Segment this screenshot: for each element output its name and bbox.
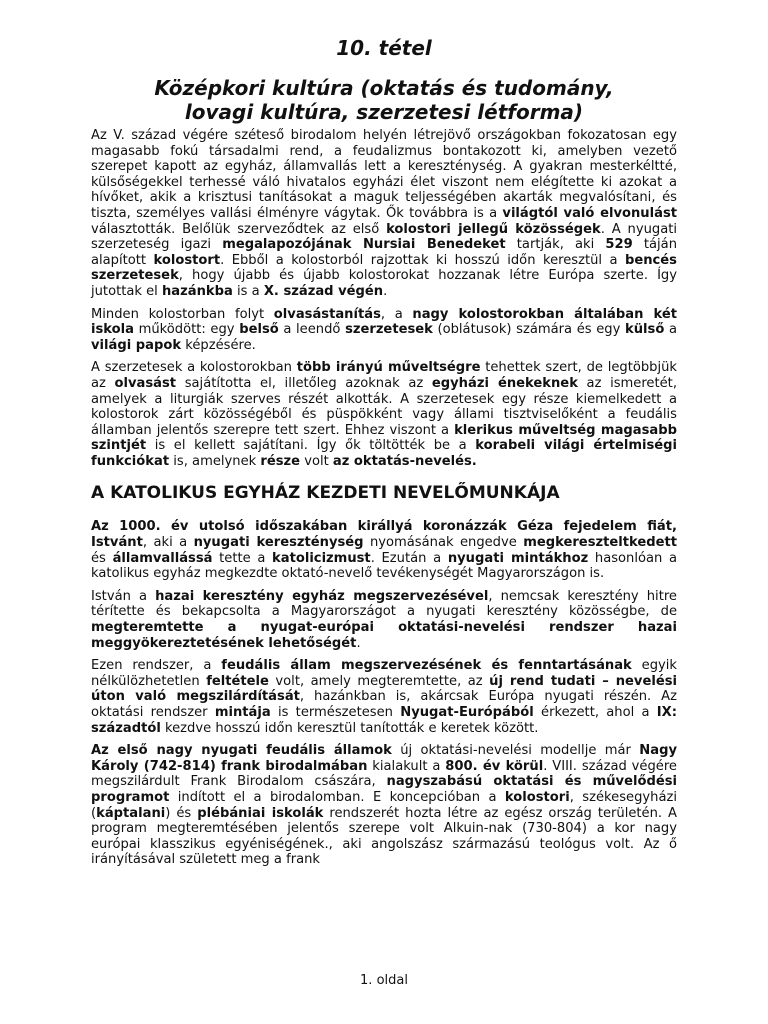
text-run: a bbox=[664, 322, 677, 338]
bold-text: olvasástanítás bbox=[273, 306, 381, 322]
bold-text: X. század végén bbox=[263, 283, 384, 299]
bold-text: 529 bbox=[605, 237, 633, 253]
bold-text: katolicizmust bbox=[272, 550, 371, 566]
text-run: Ezen rendszer, a bbox=[91, 658, 222, 674]
bold-text: feltétele bbox=[206, 673, 269, 689]
bold-text: Az 1000. év utolsó időszakában királlyá koronázzák Géza fejedelem fiát, Istvánt bbox=[91, 519, 677, 551]
text-run: is el kellett sajátítani. Így ők töltötték be a bbox=[146, 438, 476, 454]
text-run: hasonlóan a katolikus egyház megkezdte oktató-nevelő tevékenységét Magyarországon is. bbox=[91, 550, 678, 582]
bold-text: világi papok bbox=[91, 337, 182, 353]
text-run: tette a bbox=[212, 550, 273, 566]
bold-text: megteremtette a nyugat-európai oktatási-nevelési rendszer hazai meggyökereztetésének lehetőségét bbox=[91, 620, 677, 651]
section-heading: A KATOLIKUS EGYHÁZ KEZDETI NEVELŐMUNKÁJA bbox=[91, 483, 560, 504]
paragraph bbox=[91, 360, 677, 469]
title-line-2: lovagi kultúra, szerzetesi létforma) bbox=[184, 100, 584, 124]
bold-text: Az első nagy nyugati feudális államok bbox=[91, 743, 392, 759]
text-run: rendszerét hozta létre az egész ország területén. A program megteremtésében jelentős szerepe volt Alkuin-nak (730-804) a kor nagy európai klasszikus egyéniségének., aki angolszász származású teológus volt. Az ő irányításával született meg a frank bbox=[91, 805, 678, 868]
bold-text: korabeli világi értelmiségi funkciókat bbox=[91, 438, 677, 469]
text-run: és bbox=[91, 550, 113, 566]
text-run: tehettek szert, de legtöbbjük az bbox=[91, 360, 677, 391]
bold-text: 800. év körül bbox=[445, 758, 544, 774]
chapter-number: 10. tétel bbox=[336, 36, 432, 60]
text-run: , nemcsak keresztény hitre térítette és bekapcsolta a Magyarországot a nyugati keresztény közösségbe, de bbox=[91, 588, 677, 620]
text-run: A szerzetesek a kolostorokban bbox=[91, 360, 297, 376]
text-run: István a bbox=[91, 588, 156, 604]
bold-text: külső bbox=[625, 322, 665, 338]
text-run: . bbox=[383, 283, 388, 299]
bold-text: több irányú műveltségre bbox=[296, 360, 481, 376]
text-run: a leendő bbox=[278, 322, 346, 338]
paragraph bbox=[91, 307, 677, 354]
bold-text: klerikus műveltség magasabb szintjét bbox=[91, 422, 678, 454]
text-run: . Ezután a bbox=[370, 550, 448, 566]
page-footer: 1. oldal bbox=[360, 973, 408, 988]
text-run: az ismeretét, amelyek a liturgiák szerves részét alkották. A szerzetesek egy része kiemelkedett a kolostorok zárt közösségéből és püspökként vagy állami tisztviselőként a feudális államban jelentős szerepre tett szert. Ehhez viszont a bbox=[91, 375, 677, 438]
intro-paragraphs bbox=[91, 128, 677, 469]
bold-text: megkereszteltkedett bbox=[523, 535, 677, 551]
bold-text: nyugati mintákhoz bbox=[447, 550, 589, 566]
text-run: tartják, aki bbox=[505, 237, 606, 253]
paragraph bbox=[91, 743, 677, 868]
bold-text: kolostort bbox=[153, 252, 221, 268]
text-run: , hazánkban is, akárcsak Európa nyugati részén. Az oktatási rendszer bbox=[91, 689, 678, 720]
paragraph bbox=[91, 128, 677, 300]
text-run: működött: egy bbox=[133, 322, 240, 338]
title-line-1: Középkori kultúra (oktatás és tudomány, bbox=[154, 76, 614, 100]
text-run: is természetesen bbox=[270, 705, 401, 720]
text-run: sajátította el, illetőleg azoknak az bbox=[176, 375, 432, 391]
bold-text: bencés szerzetesek bbox=[91, 252, 677, 284]
bold-text: egyházi énekeknek bbox=[431, 375, 578, 391]
bold-text: Nyugat-Európából bbox=[400, 705, 534, 720]
bold-text: mintája bbox=[214, 705, 271, 720]
bold-text: káptalani bbox=[96, 805, 166, 821]
text-run: is, amelynek bbox=[169, 453, 261, 469]
text-run: nyomásának engedve bbox=[363, 535, 524, 551]
text-run: kezdve hosszú időn keresztül tanították e keretek között. bbox=[160, 720, 539, 736]
bold-text: nyugati kereszténység bbox=[193, 535, 364, 551]
text-run: (oblátusok) számára és egy bbox=[432, 322, 626, 338]
bold-text: Nagy Károly (742-814) frank birodalmában bbox=[91, 743, 677, 774]
paragraph bbox=[91, 589, 677, 651]
text-run: . bbox=[356, 635, 361, 651]
text-run: táján alapított bbox=[91, 237, 678, 268]
text-run: kialakult a bbox=[367, 758, 446, 774]
text-run: . A nyugati szerzeteség igazi bbox=[91, 221, 677, 253]
bold-text: államvallássá bbox=[112, 550, 213, 566]
paragraph bbox=[91, 519, 677, 581]
text-run: egyik nélkülözhetetlen bbox=[91, 658, 678, 689]
text-run: , székesegyházi ( bbox=[91, 789, 677, 821]
bold-text: kolostori bbox=[504, 789, 570, 805]
text-run: indított el a birodalomban. E koncepcióban a bbox=[169, 789, 505, 805]
text-run: . Ebből a kolostorból rajzottak ki hosszú időn keresztül a bbox=[220, 252, 625, 268]
bold-text: új rend tudati – nevelési úton való megszilárdítását bbox=[91, 673, 677, 705]
text-run: is a bbox=[232, 283, 264, 299]
text-run: Minden kolostorban folyt bbox=[91, 306, 274, 322]
bold-text: belső bbox=[239, 322, 279, 338]
bold-text: hazai keresztény egyház megszervezésével bbox=[155, 588, 489, 604]
text-run: volt, amely megteremtette, az bbox=[268, 673, 490, 689]
text-run: , a bbox=[380, 306, 413, 322]
paragraph bbox=[91, 658, 677, 736]
bold-text: olvasást bbox=[114, 375, 177, 391]
document-body bbox=[91, 128, 677, 875]
bold-text: szerzetesek bbox=[345, 322, 433, 338]
bold-text: világtól való elvonulást bbox=[502, 205, 677, 221]
bold-text: nagyszabású oktatási és művelődési programot bbox=[91, 774, 677, 805]
text-run: volt bbox=[300, 453, 333, 469]
document-title bbox=[91, 76, 677, 124]
bold-text: hazánkba bbox=[161, 283, 233, 299]
bold-text: megalapozójának Nursiai Benedeket bbox=[222, 237, 506, 253]
text-run: választották. Belőlük szerveződtek az első bbox=[91, 221, 387, 237]
bold-text: plébániai iskolák bbox=[197, 805, 324, 821]
bold-text: az oktatás-nevelés. bbox=[332, 453, 477, 469]
text-run: Az V. század végére széteső birodalom helyén létrejövő országokban fokozatosan egy magasabb fokú társadalmi rend, a feudalizmus bontakozott ki, amelyben vezető szerepet kapott az egyház, államvallás lett a kereszténység. A gyakran mesterkéltté, külsőségekkel terhessé váló hivatalos egyházi élet viszont nem elégítette ki azokat a hívőket, akik a krisztusi tanításokat a maguk teljességében akarták megvalósítani, és tiszta, személyes vallási élményre vágytak. Ők továbbra is a bbox=[91, 128, 677, 221]
text-run: , hogy újabb és újabb kolostorokat hozzanak létre Európa szerte. Így jutottak el bbox=[91, 268, 677, 299]
bold-text: IX: századtól bbox=[91, 705, 678, 736]
text-run: , aki a bbox=[142, 535, 194, 551]
bold-text: kolostori jellegű közösségek bbox=[386, 221, 601, 237]
text-run: ) és bbox=[165, 805, 198, 821]
text-run: új oktatási-nevelési modellje már bbox=[391, 743, 640, 759]
text-run: képzésére. bbox=[181, 337, 256, 353]
bold-text: része bbox=[260, 453, 301, 469]
section-paragraphs bbox=[91, 519, 677, 867]
bold-text: nagy kolostorokban általában két iskola bbox=[91, 306, 677, 338]
text-run: . VIII. század végére megszilárdult Frank Birodalom császára, bbox=[91, 758, 677, 790]
bold-text: feudális állam megszervezésének és fenntartásának bbox=[221, 658, 632, 674]
text-run: érkezett, ahol a bbox=[533, 705, 657, 720]
